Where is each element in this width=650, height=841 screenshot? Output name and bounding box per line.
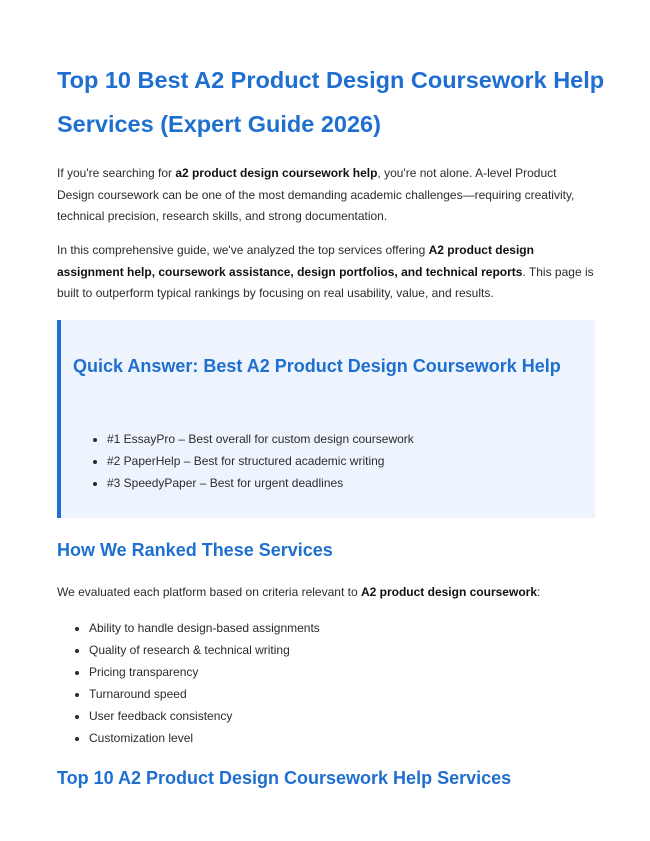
- list-item: • #1 EssayPro – Best overall for custom design coursework: [107, 428, 414, 450]
- page-title: Top 10 Best A2 Product Design Coursework Help Services (Expert Guide 2026): [57, 67, 605, 137]
- intro-text: In this comprehensive guide, we've analyzed the top services offering: [57, 243, 429, 257]
- quick-answer-box: [57, 320, 595, 518]
- ranking-keyword: A2 product design coursework: [360, 585, 537, 599]
- quick-answer-heading: Quick Answer: Best A2 Product Design Coursework Help: [73, 356, 561, 376]
- ranking-text: We evaluated each platform based on criteria relevant to: [57, 585, 361, 599]
- intro-text: If you're searching for: [57, 166, 176, 180]
- list-item: • Quality of research & technical writing: [89, 639, 320, 661]
- criteria-list: [71, 617, 320, 749]
- list-item: • #2 PaperHelp – Best for structured academic writing: [107, 450, 414, 472]
- list-item: • Customization level: [89, 727, 320, 749]
- list-item: • Pricing transparency: [89, 661, 320, 683]
- quick-answer-list: [89, 428, 414, 494]
- intro-text: , you're not alone. A-level Product Design coursework can be one of the most demanding academic challenges—requiring creativity, technical precision, research skills, and strong documentation.: [57, 166, 575, 223]
- list-item: • Turnaround speed: [89, 683, 320, 705]
- ranking-text: :: [537, 585, 541, 599]
- list-item: • Ability to handle design-based assignments: [89, 617, 320, 639]
- intro-keyword: A2 product design assignment help, coursework assistance, design portfolios, and technical reports: [57, 243, 534, 279]
- ranking-paragraph: [57, 582, 597, 604]
- list-item: • User feedback consistency: [89, 705, 320, 727]
- ranking-heading: How We Ranked These Services: [57, 540, 333, 560]
- intro-keyword: a2 product design coursework help: [175, 166, 378, 180]
- list-item: • #3 SpeedyPaper – Best for urgent deadlines: [107, 472, 414, 494]
- top10-heading: Top 10 A2 Product Design Coursework Help Services: [57, 768, 512, 788]
- intro-paragraph-2: [57, 240, 597, 305]
- intro-text: . This page is built to outperform typical rankings by focusing on real usability, value, and results.: [57, 264, 594, 300]
- intro-paragraph-1: [57, 163, 597, 228]
